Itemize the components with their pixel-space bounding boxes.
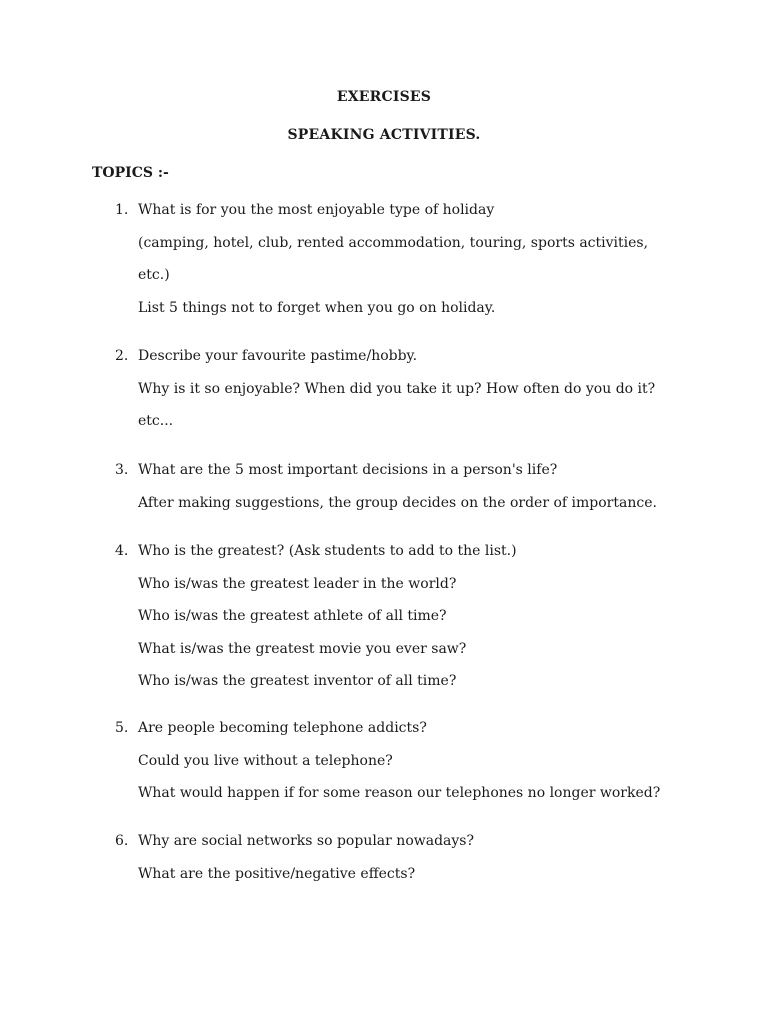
topic-detail-line: What are the positive/negative effects? [138, 865, 416, 882]
topic-number: 5. [115, 720, 129, 736]
topic-question: What is for you the most enjoyable type of holiday [138, 202, 495, 218]
topic-question: Describe your favourite pastime/hobby. [138, 348, 418, 364]
topic-detail-line: Who is/was the greatest athlete of all time? [138, 608, 447, 625]
topic-number: 2. [115, 348, 129, 364]
page-title: EXERCISES [336, 89, 432, 105]
topic-question: Why are social networks so popular nowadays? [138, 833, 474, 849]
topic-number: 4. [115, 543, 129, 559]
topic-detail-line: What would happen if for some reason our telephones no longer worked? [138, 785, 661, 802]
topic-question: Who is the greatest? (Ask students to add to the list.) [138, 543, 517, 559]
topic-question: Are people becoming telephone addicts? [138, 720, 427, 736]
topic-detail-line: (camping, hotel, club, rented accommodation, touring, sports activities, [138, 234, 649, 251]
topic-detail-line: After making suggestions, the group decides on the order of importance. [138, 494, 657, 511]
topics-label: TOPICS :- [92, 165, 169, 181]
topic-detail-line: etc.) [138, 267, 170, 284]
topic-detail-line: Who is/was the greatest leader in the world? [138, 575, 457, 592]
topic-number: 3. [115, 462, 129, 478]
topic-detail-line: Who is/was the greatest inventor of all time? [138, 673, 457, 690]
topic-number: 1. [115, 202, 129, 218]
topic-detail-line: Why is it so enjoyable? When did you take it up? How often do you do it? [138, 380, 656, 397]
topic-number: 6. [115, 833, 129, 849]
topic-detail-line: etc... [138, 413, 174, 430]
topic-detail-line: List 5 things not to forget when you go on holiday. [138, 299, 496, 316]
topic-detail-line: Could you live without a telephone? [138, 752, 393, 769]
topic-detail-line: What is/was the greatest movie you ever saw? [138, 640, 467, 657]
page-subtitle: SPEAKING ACTIVITIES. [287, 127, 481, 143]
topic-question: What are the 5 most important decisions in a person's life? [138, 462, 558, 478]
